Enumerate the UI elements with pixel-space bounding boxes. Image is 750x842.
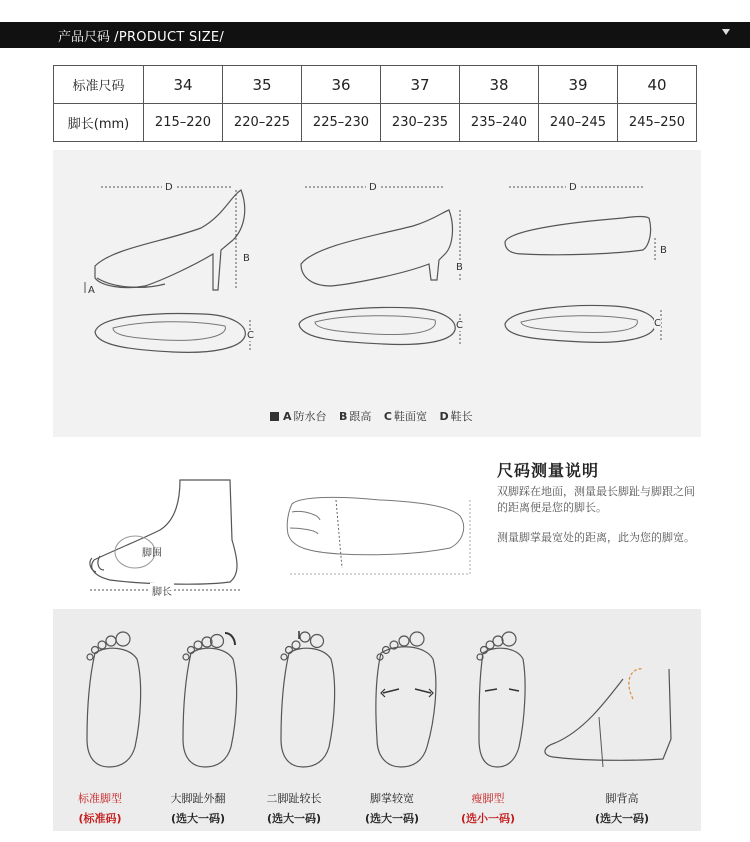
size-cell: 34	[144, 66, 223, 104]
dim-label-d: D	[162, 182, 176, 193]
table-row-size	[54, 66, 697, 104]
foot-type-note: (标准码)	[78, 812, 122, 825]
foot-type-illustrations	[53, 609, 701, 779]
size-cell: 40	[618, 66, 697, 104]
foot-type-high-instep	[545, 669, 671, 767]
foot-type-label: 标准脚型	[78, 792, 122, 805]
foot-type-note: (选小一码)	[460, 812, 516, 825]
length-cell: 220–225	[223, 104, 302, 142]
dim-label-c: C	[456, 320, 463, 331]
high-heel-side-view	[85, 187, 250, 352]
flat-shoe-side-view	[505, 187, 661, 342]
measurement-title: 尺码测量说明	[497, 461, 600, 480]
foot-type-note: (选大一码)	[170, 812, 226, 825]
square-icon	[270, 412, 279, 421]
foot-width-label: 脚围	[142, 548, 162, 559]
legend-item: A 防水台	[270, 410, 327, 423]
foot-type-note: (选大一码)	[364, 812, 420, 825]
section-title	[58, 26, 224, 45]
measurement-diagrams	[80, 470, 480, 600]
dim-label-a: A	[88, 285, 95, 296]
legend-item: C 鞋面宽	[383, 410, 427, 423]
length-cell: 245–250	[618, 104, 697, 142]
dim-label-b: B	[660, 245, 667, 256]
dim-label-d: D	[566, 182, 580, 193]
section-header	[0, 22, 750, 48]
table-header-length: 脚长(mm)	[54, 104, 144, 142]
title-en: /PRODUCT SIZE/	[114, 30, 225, 45]
dim-label-d: D	[366, 182, 380, 193]
foot-type-wide	[376, 632, 436, 767]
dimension-legend	[270, 408, 482, 424]
dim-label-c: C	[654, 318, 661, 329]
dim-label-b: B	[456, 262, 463, 273]
foot-side-illustration	[90, 480, 240, 590]
dim-label-c: C	[247, 330, 254, 341]
size-cell: 36	[302, 66, 381, 104]
title-cn: 产品尺码	[58, 30, 111, 45]
legend-item: B 跟高	[339, 410, 372, 423]
foot-type-slim	[477, 632, 525, 767]
size-table	[53, 65, 697, 142]
foot-type-bunion	[183, 633, 237, 767]
foot-length-label: 脚长	[150, 583, 174, 598]
dim-label-b: B	[243, 253, 250, 264]
foot-type-standard	[87, 632, 141, 767]
length-cell: 215–220	[144, 104, 223, 142]
size-cell: 37	[381, 66, 460, 104]
foot-type-note: (选大一码)	[266, 812, 322, 825]
size-cell: 39	[539, 66, 618, 104]
length-cell: 235–240	[460, 104, 539, 142]
mid-heel-side-view	[299, 187, 460, 344]
foot-type-label: 脚背高	[605, 792, 639, 805]
foot-type-label: 瘦脚型	[471, 792, 505, 805]
foot-type-long-second-toe	[281, 631, 335, 767]
size-cell: 35	[223, 66, 302, 104]
length-cell: 225–230	[302, 104, 381, 142]
table-row-length	[54, 104, 697, 142]
foot-type-label: 脚掌较宽	[370, 792, 414, 805]
measurement-para-width: 测量脚掌最宽处的距离，此为您的脚宽。	[497, 531, 695, 544]
foot-type-label: 二脚趾较长	[266, 792, 322, 805]
table-header-size: 标准尺码	[54, 66, 144, 104]
foot-type-note: (选大一码)	[594, 812, 650, 825]
chevron-down-icon	[722, 29, 730, 35]
shoe-diagrams	[53, 150, 701, 437]
measurement-para-length: 双脚踩在地面，测量最长脚趾与脚跟之间的距离便是您的脚长。	[497, 485, 695, 514]
length-cell: 230–235	[381, 104, 460, 142]
length-cell: 240–245	[539, 104, 618, 142]
foot-top-illustration	[287, 497, 470, 574]
foot-type-label: 大脚趾外翻	[170, 792, 226, 805]
legend-item: D 鞋长	[439, 410, 473, 423]
size-cell: 38	[460, 66, 539, 104]
